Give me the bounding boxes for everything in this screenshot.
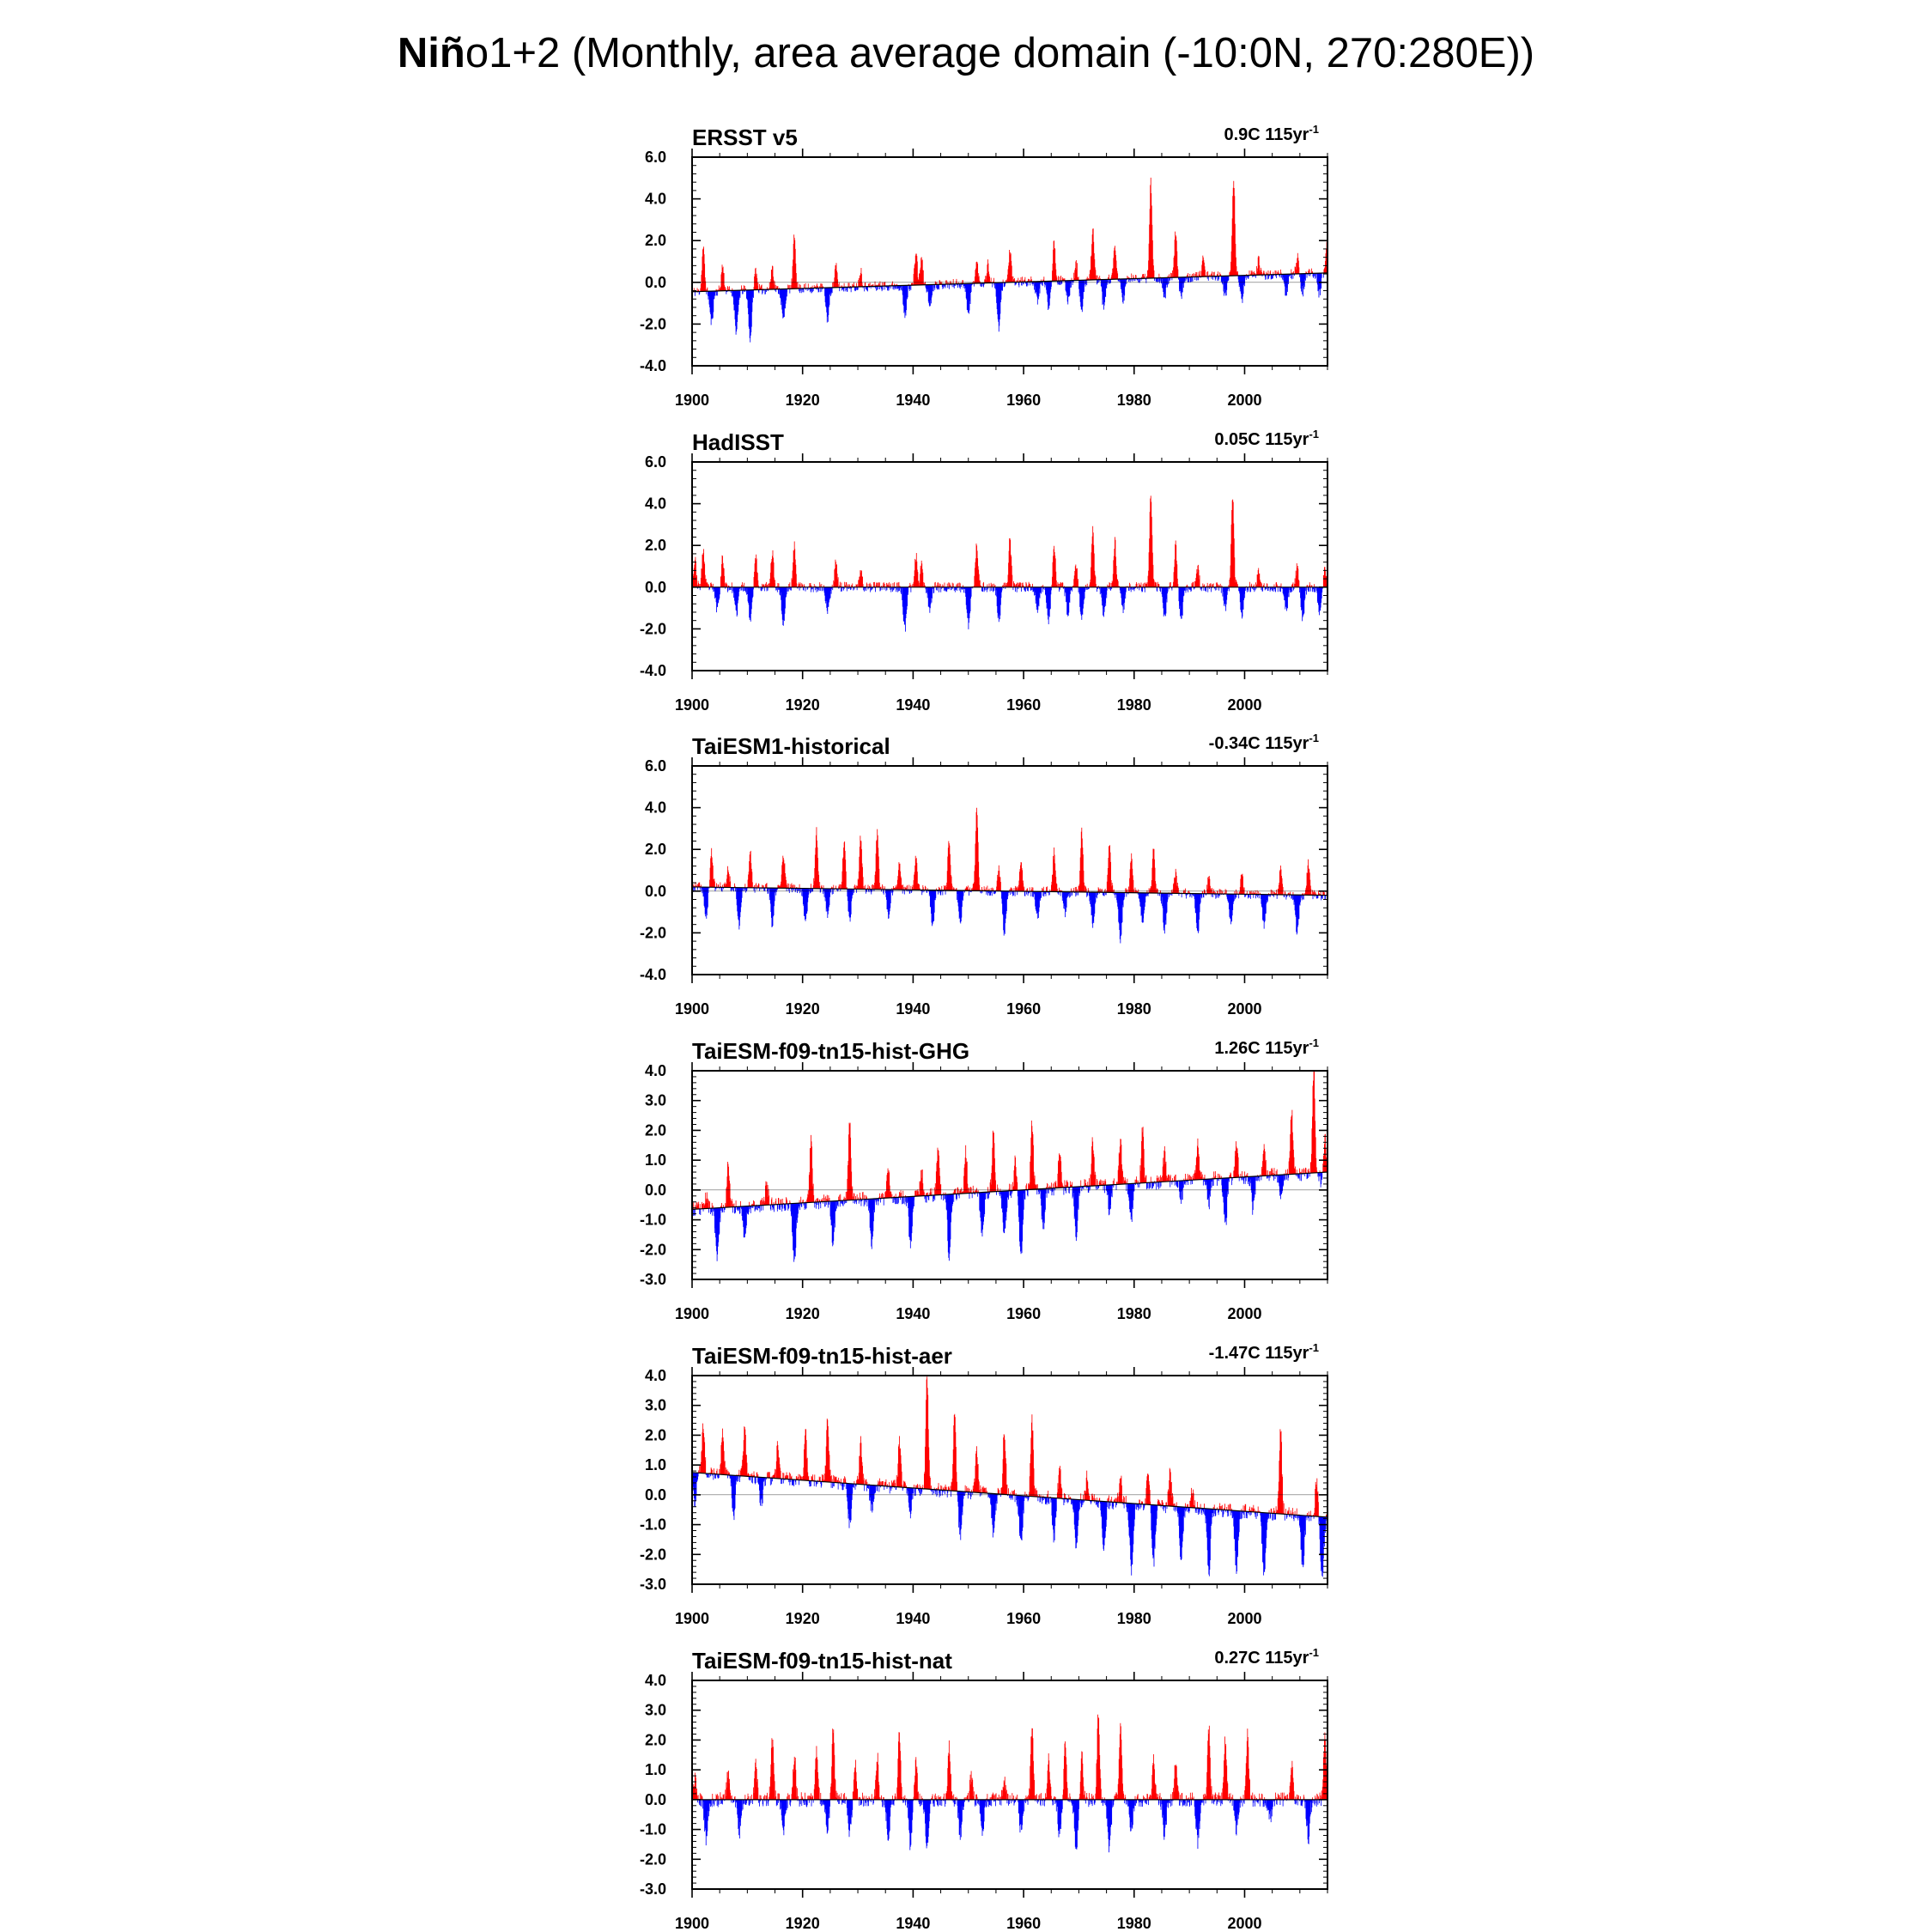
y-tick-label: 6.0	[644, 453, 666, 471]
x-tick-label: 1900	[674, 392, 710, 409]
y-tick-label: 4.0	[644, 1367, 666, 1384]
trend-label: 0.27C $115yr^{-1}$	[1214, 1646, 1319, 1668]
y-tick-label: 3.0	[644, 1701, 666, 1719]
y-tick-label: 6.0	[644, 757, 666, 775]
negative-anomaly-area	[692, 1800, 1321, 1852]
y-tick-label: 1.0	[644, 1456, 666, 1474]
x-tick-label: 1920	[785, 1000, 820, 1018]
x-tick-label: 1920	[785, 696, 820, 714]
x-tick-label: 2000	[1227, 392, 1262, 409]
x-tick-label: 1960	[1006, 1000, 1042, 1018]
x-tick-label: 1960	[1006, 392, 1042, 409]
x-tick-label: 1920	[785, 1915, 820, 1932]
y-tick-label: 0.0	[644, 273, 666, 291]
y-tick-label: -2.0	[639, 1850, 666, 1868]
x-tick-label: 2000	[1227, 1915, 1262, 1932]
y-tick-label: -1.0	[639, 1820, 666, 1838]
y-tick-label: 2.0	[644, 232, 666, 250]
x-tick-label: 1900	[674, 1915, 710, 1932]
y-tick-label: 2.0	[644, 537, 666, 555]
x-tick-label: 1980	[1116, 1000, 1151, 1018]
trend-label: -0.34C $115yr^{-1}$	[1208, 732, 1319, 753]
y-tick-label: -3.0	[639, 1271, 666, 1288]
trend-superscript: -1	[1309, 1646, 1319, 1659]
x-tick-label: 1980	[1116, 1610, 1151, 1627]
x-tick-label: 1900	[674, 696, 710, 714]
y-tick-label: 0.0	[644, 1790, 666, 1808]
x-tick-label: 1980	[1116, 1915, 1151, 1932]
positive-anomaly-area	[698, 1376, 1327, 1517]
x-tick-label: 1940	[896, 1000, 931, 1018]
chart-panel-4	[640, 1036, 1328, 1322]
x-tick-label: 1980	[1116, 392, 1151, 409]
x-tick-label: 2000	[1227, 1000, 1262, 1018]
page-title-rest: o1+2 (Monthly, area average domain (-10:0N, 270:280E))	[465, 30, 1535, 76]
y-tick-label: 4.0	[644, 799, 666, 817]
y-tick-label: -2.0	[639, 1546, 666, 1564]
x-tick-label: 1960	[1006, 1915, 1042, 1932]
x-tick-label: 1960	[1006, 1305, 1042, 1322]
y-tick-label: 4.0	[644, 495, 666, 513]
x-tick-label: 1960	[1006, 696, 1042, 714]
plot-frame	[692, 1071, 1327, 1279]
x-tick-label: 1960	[1006, 1610, 1042, 1627]
positive-anomaly-area	[692, 178, 1328, 292]
y-tick-label: -3.0	[639, 1880, 666, 1898]
negative-anomaly-area	[692, 1473, 1327, 1577]
y-tick-label: -4.0	[639, 357, 666, 374]
x-tick-label: 2000	[1227, 1305, 1262, 1322]
chart-panel-5	[640, 1341, 1328, 1627]
x-tick-label: 2000	[1227, 696, 1262, 714]
panel-title: TaiESM-f09-tn15-hist-aer	[692, 1343, 952, 1369]
x-tick-label: 1920	[785, 392, 820, 409]
trend-superscript: -1	[1309, 123, 1319, 136]
y-tick-label: 4.0	[644, 1062, 666, 1079]
negative-anomaly-area	[693, 887, 1328, 944]
panel-title: HadISST	[692, 429, 784, 455]
negative-anomaly-area	[692, 1172, 1328, 1262]
x-tick-label: 1900	[674, 1610, 710, 1627]
positive-anomaly-area	[692, 1715, 1328, 1800]
trend-superscript: -1	[1309, 1036, 1319, 1049]
page-title-bold: Niñ	[397, 30, 465, 76]
trend-label: 1.26C $115yr^{-1}$	[1214, 1036, 1319, 1058]
chart-panel-3	[640, 732, 1328, 1018]
reference-line	[692, 1172, 1327, 1209]
panel-title: TaiESM1-historical	[692, 733, 890, 759]
y-tick-label: -4.0	[639, 662, 666, 679]
x-tick-label: 2000	[1227, 1610, 1262, 1627]
y-tick-label: -2.0	[639, 924, 666, 942]
trend-label: 0.05C $115yr^{-1}$	[1214, 428, 1319, 449]
trend-superscript: -1	[1309, 1341, 1319, 1354]
trend-label: 0.9C $115yr^{-1}$	[1224, 123, 1319, 144]
x-tick-label: 1940	[896, 392, 931, 409]
chart-panel-1	[640, 123, 1328, 409]
negative-anomaly-area	[695, 273, 1324, 343]
y-tick-label: 4.0	[644, 190, 666, 208]
y-tick-label: 0.0	[644, 1181, 666, 1199]
x-tick-label: 1920	[785, 1610, 820, 1627]
x-tick-label: 1920	[785, 1305, 820, 1322]
y-tick-label: 1.0	[644, 1761, 666, 1779]
chart-panel-2	[640, 428, 1328, 714]
positive-anomaly-area	[692, 1071, 1327, 1209]
y-tick-label: -2.0	[639, 1241, 666, 1259]
plot-frame	[692, 766, 1327, 975]
y-tick-label: 0.0	[644, 882, 666, 900]
y-tick-label: -1.0	[639, 1516, 666, 1534]
y-tick-label: -1.0	[639, 1211, 666, 1229]
y-tick-label: 4.0	[644, 1672, 666, 1689]
x-tick-label: 1940	[896, 1915, 931, 1932]
y-tick-label: 3.0	[644, 1396, 666, 1414]
y-tick-label: 3.0	[644, 1091, 666, 1109]
y-tick-label: 1.0	[644, 1151, 666, 1170]
negative-anomaly-area	[692, 587, 1323, 632]
x-tick-label: 1980	[1116, 696, 1151, 714]
y-tick-label: -2.0	[639, 620, 666, 638]
y-tick-label: 2.0	[644, 1426, 666, 1444]
y-tick-label: -4.0	[639, 966, 666, 983]
plot-frame	[692, 1680, 1327, 1889]
plot-frame	[692, 1376, 1327, 1584]
panel-title: TaiESM-f09-tn15-hist-GHG	[692, 1038, 970, 1064]
trend-superscript: -1	[1309, 428, 1319, 440]
chart-panel-6	[640, 1646, 1328, 1932]
x-tick-label: 1900	[674, 1000, 710, 1018]
y-tick-label: 0.0	[644, 578, 666, 596]
y-tick-label: -3.0	[639, 1576, 666, 1593]
y-tick-label: 6.0	[644, 149, 666, 166]
y-tick-label: 2.0	[644, 1731, 666, 1749]
trend-label: -1.47C $115yr^{-1}$	[1208, 1341, 1319, 1363]
x-tick-label: 1940	[896, 1305, 931, 1322]
panel-title: TaiESM-f09-tn15-hist-nat	[692, 1648, 952, 1674]
y-tick-label: -2.0	[639, 315, 666, 333]
panel-title: ERSST v5	[692, 125, 798, 150]
x-tick-label: 1940	[896, 696, 931, 714]
trend-superscript: -1	[1309, 732, 1319, 744]
y-tick-label: 0.0	[644, 1485, 666, 1504]
y-tick-label: 2.0	[644, 1121, 666, 1139]
x-tick-label: 1980	[1116, 1305, 1151, 1322]
x-tick-label: 1900	[674, 1305, 710, 1322]
positive-anomaly-area	[692, 808, 1327, 896]
positive-anomaly-area	[692, 495, 1327, 586]
x-tick-label: 1940	[896, 1610, 931, 1627]
y-tick-label: 2.0	[644, 841, 666, 859]
